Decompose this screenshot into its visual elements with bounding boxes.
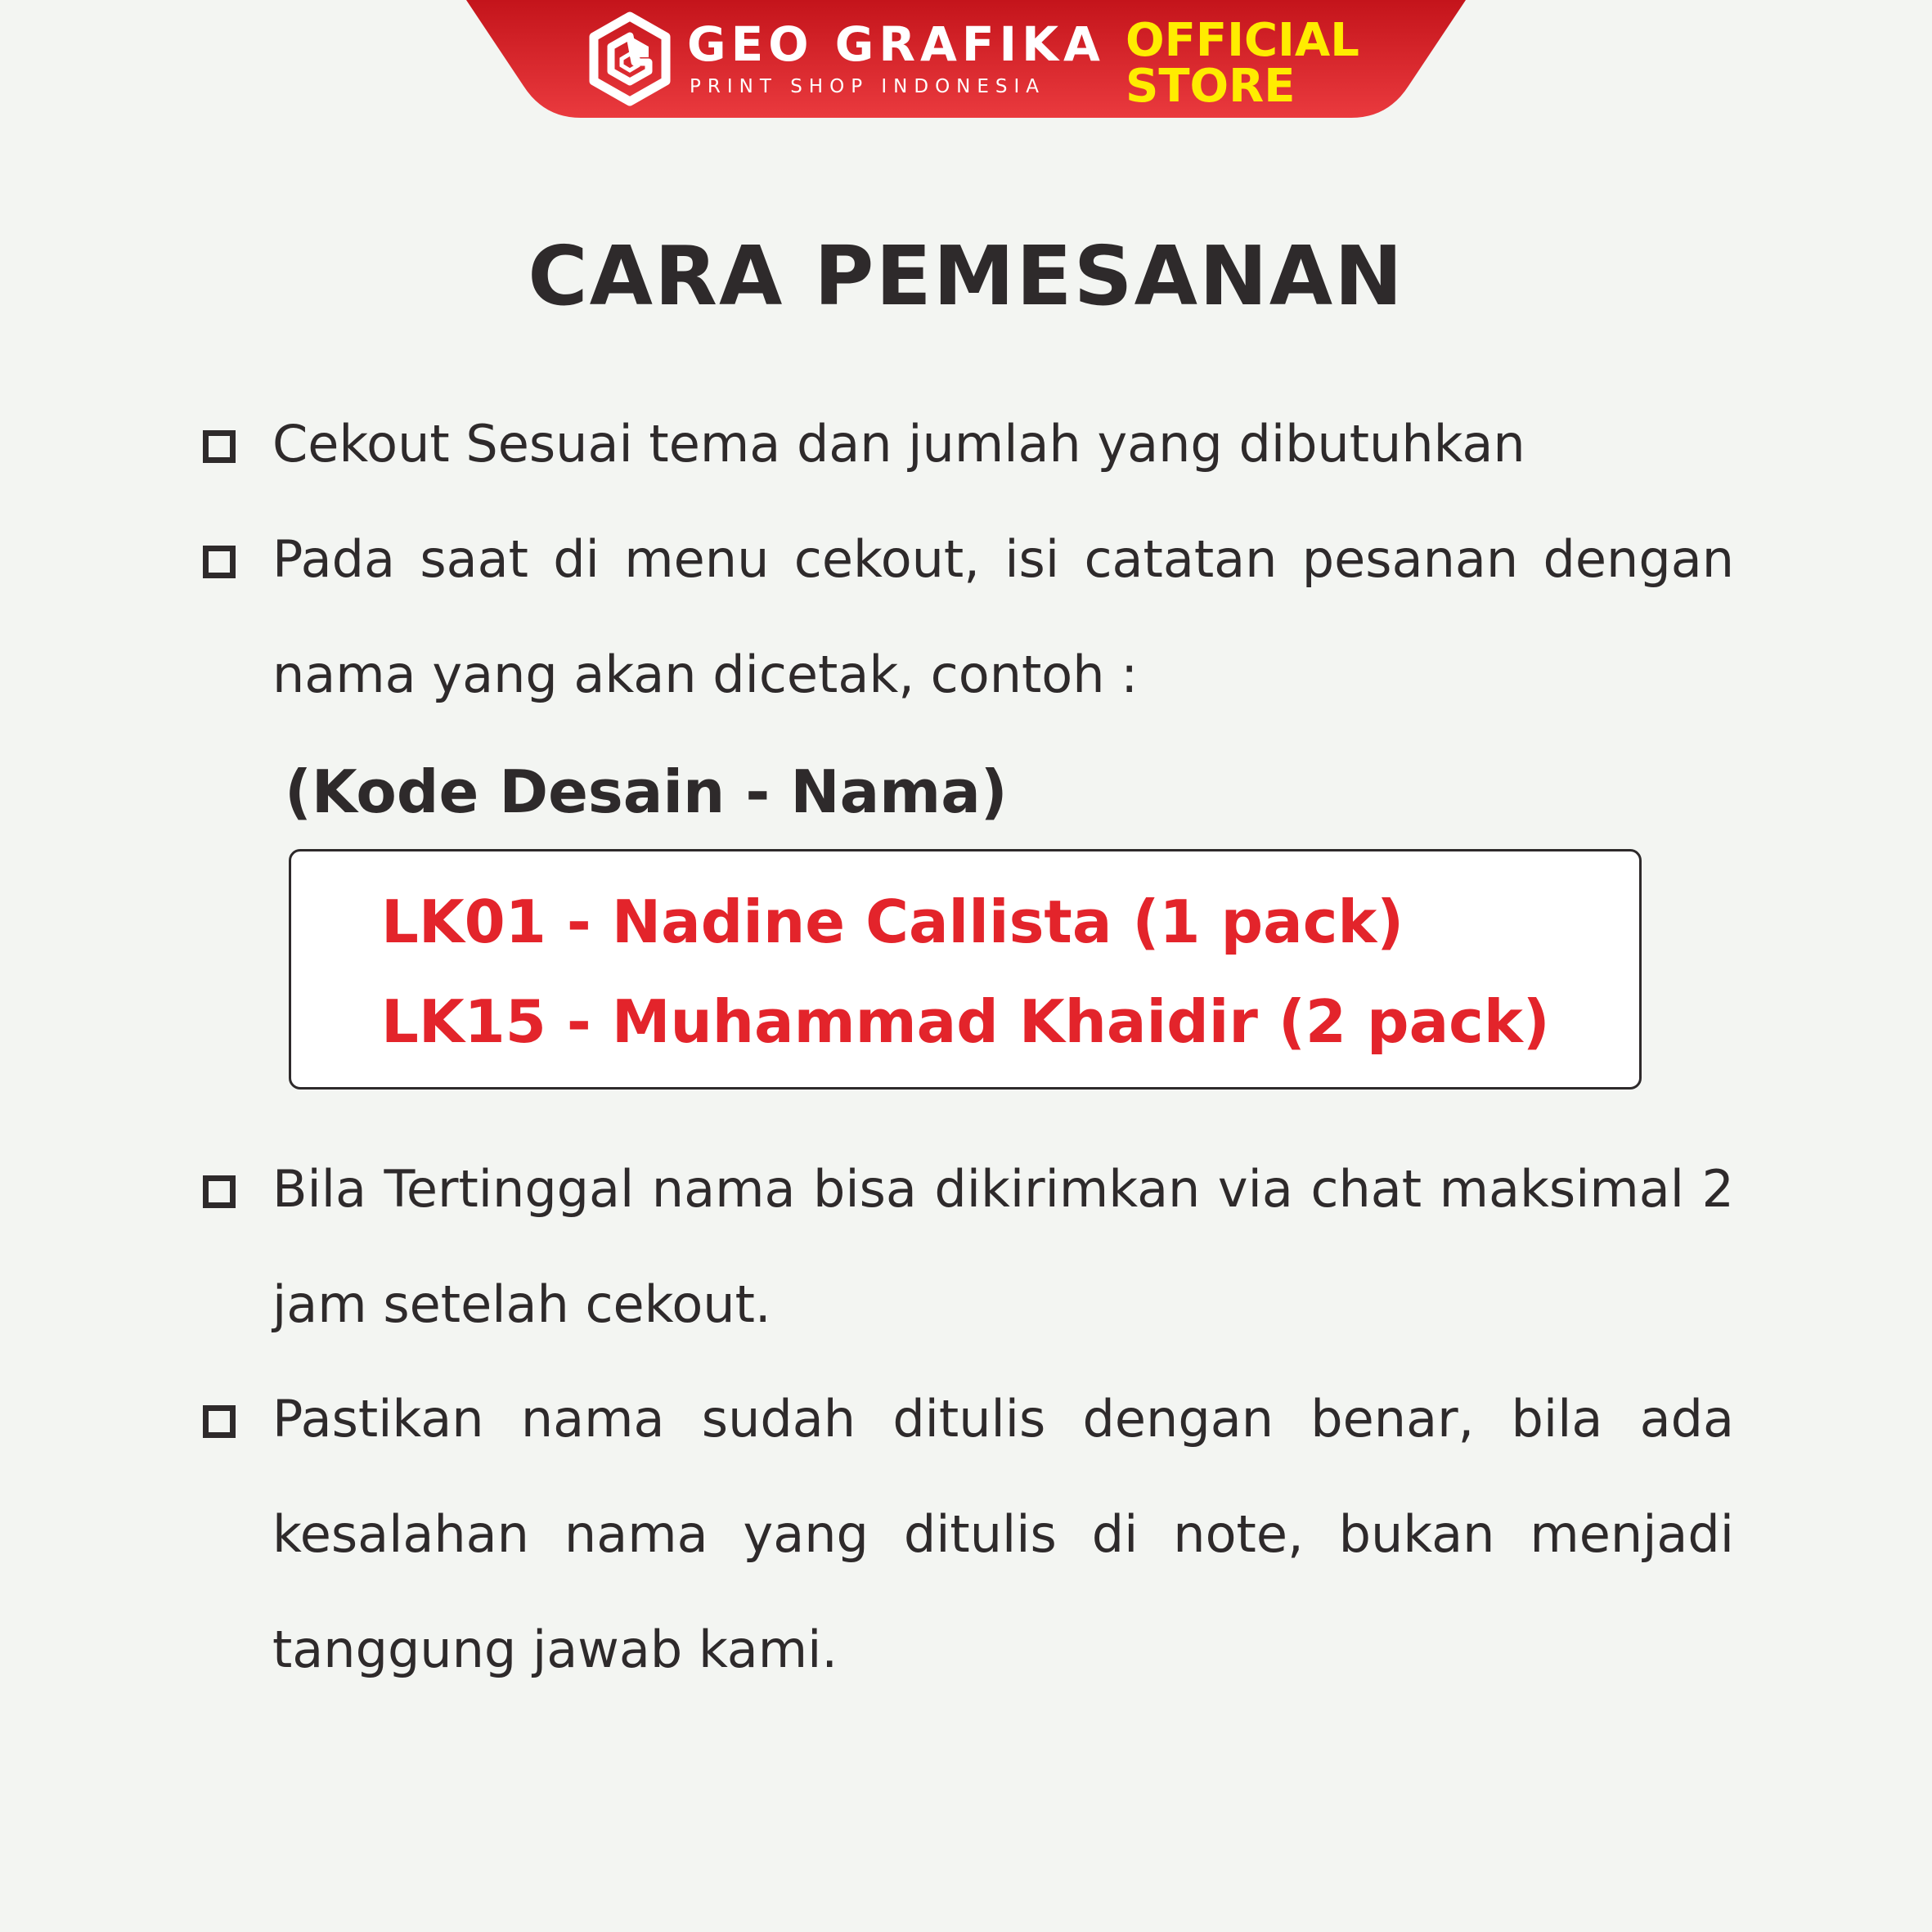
hexagon-g-logo-icon: [587, 11, 672, 106]
brand-name: GEO GRAFIKA: [687, 16, 1105, 72]
brand-tagline: PRINT SHOP INDONESIA: [690, 76, 1046, 97]
badge-line-store: STORE: [1126, 60, 1296, 113]
header-banner: [0, 0, 1932, 123]
step-text: Bila Tertinggal nama bisa dikirimkan via chat maksimal 2 jam setelah cekout.: [272, 1159, 1734, 1334]
step-text: Pada saat di menu cekout, isi catatan pesanan dengan nama yang akan dicetak, contoh :: [272, 529, 1734, 704]
format-label: (Kode Desain - Nama): [285, 757, 1008, 826]
checkbox-icon: [203, 546, 236, 578]
step-text: Pastikan nama sudah ditulis dengan benar, bila ada kesalahan nama yang ditulis di note, bukan menjadi tanggung jawab kami.: [272, 1389, 1734, 1679]
example-line: LK01 - Nadine Callista (1 pack): [381, 887, 1404, 956]
step-text: Cekout Sesuai tema dan jumlah yang dibutuhkan: [272, 414, 1525, 474]
page-title: CARA PEMESANAN: [528, 228, 1404, 324]
checkbox-icon: [203, 1405, 236, 1438]
example-note-box: [289, 849, 1642, 1090]
example-line: LK15 - Muhammad Khaidir (2 pack): [381, 987, 1550, 1056]
checkbox-icon: [203, 1175, 236, 1208]
official-store-badge: [1126, 14, 1359, 113]
checkbox-icon: [203, 430, 236, 463]
badge-line-official: OFFICIAL: [1126, 14, 1359, 67]
